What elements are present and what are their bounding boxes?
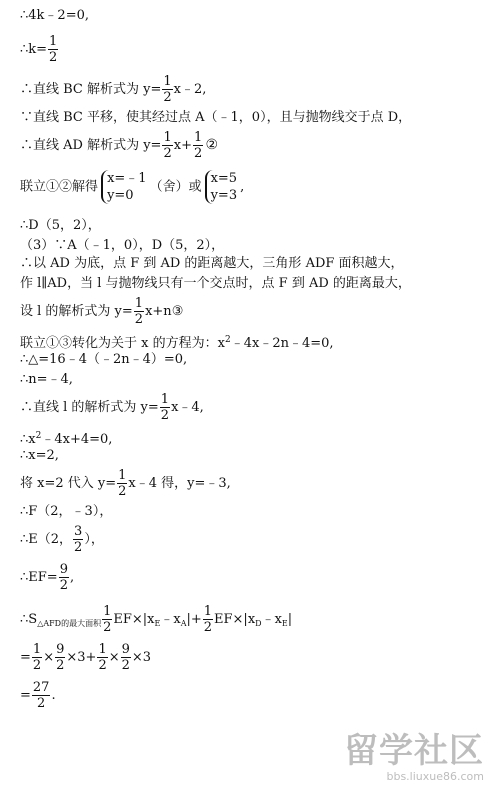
denominator: 2 <box>56 658 65 673</box>
line-17: ∴x=2, <box>20 448 59 463</box>
subscript: △AFD的最大面积 <box>37 619 102 628</box>
subscript: A <box>180 619 187 628</box>
line-12 <box>20 332 334 352</box>
equation-marker: ② <box>205 137 219 153</box>
line-4: ∵直线 BC 平移，使其经过点 A（﹣1，0），且与抛物线交于点 D， <box>20 110 412 125</box>
text: 设 l 的解析式为 y= <box>20 304 133 319</box>
denominator: 2 <box>193 146 203 161</box>
denominator: 2 <box>118 484 127 499</box>
text: ）， <box>84 532 104 547</box>
text: × <box>108 650 120 665</box>
fraction <box>117 468 127 499</box>
system-row: x=5 <box>210 171 238 186</box>
text: ∴直线 BC 解析式为 y= <box>20 82 162 97</box>
text: 联立 <box>20 179 47 195</box>
numerator: 1 <box>134 296 144 311</box>
text: x+ <box>173 138 192 153</box>
denominator: 2 <box>163 90 172 105</box>
text: 解得 <box>72 179 99 195</box>
line-3 <box>20 74 206 105</box>
text: |+ <box>186 612 202 627</box>
text: （舍）或 <box>149 179 202 195</box>
text: ∴E（2， <box>20 532 73 547</box>
line-10: 作 l∥AD，当 l 与抛物线只有一个交点时，点 F 到 AD 的距离最大， <box>20 276 411 291</box>
equation-marker: ③ <box>59 336 73 351</box>
text: 将 x=2 代入 y= <box>20 476 117 491</box>
fraction <box>32 642 42 673</box>
system-row: y=3 <box>210 188 238 203</box>
numerator: 3 <box>74 524 83 539</box>
line-20 <box>20 524 104 555</box>
numerator: 9 <box>59 562 68 577</box>
line-15 <box>20 392 204 423</box>
text: ∴k= <box>20 42 48 57</box>
fraction <box>134 296 144 327</box>
text: , <box>69 570 75 585</box>
denominator: 2 <box>98 658 107 673</box>
text: ﹣x <box>261 612 282 627</box>
denominator: 2 <box>103 620 112 635</box>
fraction <box>162 130 172 161</box>
fraction <box>160 392 170 423</box>
equation-marker: ③ <box>171 304 184 319</box>
line-7: ∴D（5，2）， <box>20 218 101 233</box>
line-13: ∴△=16﹣4（﹣2n﹣4）=0, <box>20 352 188 367</box>
equation-marker: ① <box>46 336 60 351</box>
denominator: 2 <box>32 658 42 673</box>
text: EF×|x <box>113 612 155 627</box>
line-2 <box>20 34 59 65</box>
numerator: 1 <box>193 130 203 145</box>
text: 联立 <box>20 336 47 351</box>
text: x﹣4 得，y=﹣3, <box>128 476 231 491</box>
text: EF×|x <box>214 612 256 627</box>
text: x+n <box>145 304 172 319</box>
fraction <box>121 642 131 673</box>
numerator: 1 <box>203 604 213 619</box>
denominator: 2 <box>121 658 130 673</box>
fraction <box>48 34 58 65</box>
denominator: 2 <box>49 50 58 65</box>
text: , <box>240 179 245 195</box>
line-16 <box>20 428 112 448</box>
denominator: 2 <box>163 146 172 161</box>
line-23 <box>20 642 151 673</box>
text: | <box>287 612 293 627</box>
superscript: 2 <box>224 335 231 345</box>
numerator: 1 <box>118 468 127 483</box>
subscript: E <box>154 619 161 628</box>
fraction <box>203 604 213 635</box>
denominator: 2 <box>37 696 46 711</box>
equation-system <box>101 170 147 204</box>
watermark-url: bbs.liuxue86.com <box>386 770 484 783</box>
text: x﹣4, <box>171 400 204 415</box>
text: ∴直线 l 的解析式为 y= <box>20 400 159 415</box>
text: ∴直线 AD 解析式为 y= <box>20 138 162 153</box>
system-row: y=0 <box>107 188 134 203</box>
fraction <box>32 680 51 711</box>
system-row: x=﹣1 <box>107 171 147 186</box>
denominator: 2 <box>203 620 213 635</box>
line-21 <box>20 562 74 593</box>
line-22 <box>20 604 292 635</box>
line-1: ∴4k﹣2=0, <box>20 8 89 23</box>
text: ×3+ <box>66 650 97 665</box>
numerator: 1 <box>163 130 172 145</box>
line-19: ∴F（2，﹣3）， <box>20 504 113 519</box>
fraction <box>55 642 65 673</box>
text: . <box>51 688 56 703</box>
subscript: D <box>255 619 262 628</box>
watermark-brand: 留学社区 <box>344 731 484 771</box>
text: 转化为关于 x 的方程为：x <box>72 336 225 351</box>
fraction <box>59 562 69 593</box>
numerator: 9 <box>56 642 65 657</box>
line-8: （3）∵A（﹣1，0），D（5，2）， <box>20 238 225 253</box>
line-24 <box>20 680 56 711</box>
numerator: 27 <box>32 680 50 695</box>
text: ×3 <box>131 650 152 665</box>
numerator: 1 <box>49 34 58 49</box>
text: = <box>20 650 31 665</box>
denominator: 2 <box>59 578 68 593</box>
numerator: 1 <box>103 604 112 619</box>
numerator: 1 <box>32 642 42 657</box>
fraction <box>162 74 172 105</box>
line-18 <box>20 468 231 499</box>
text: ∴x <box>20 432 36 447</box>
text: x﹣2, <box>173 82 207 97</box>
line-6 <box>20 170 244 204</box>
text: = <box>20 688 31 703</box>
numerator: 1 <box>98 642 107 657</box>
numerator: 1 <box>160 392 170 407</box>
line-11 <box>20 296 183 327</box>
text: ﹣4x+4=0, <box>41 432 113 447</box>
equation-system <box>205 170 238 204</box>
watermark <box>344 732 484 783</box>
fraction <box>193 130 203 161</box>
denominator: 2 <box>160 408 170 423</box>
text: ∴EF= <box>20 570 58 585</box>
denominator: 2 <box>134 312 144 327</box>
line-5 <box>20 130 219 161</box>
line-14: ∴n=﹣4, <box>20 372 73 387</box>
subscript: E <box>281 619 288 628</box>
text: ∴S <box>20 612 38 627</box>
text: ﹣4x﹣2n﹣4=0, <box>230 336 334 351</box>
denominator: 2 <box>74 540 83 555</box>
fraction <box>97 642 107 673</box>
superscript: 2 <box>35 431 42 441</box>
numerator: 1 <box>163 74 172 89</box>
text: × <box>43 650 55 665</box>
fraction <box>102 604 112 635</box>
numerator: 9 <box>121 642 130 657</box>
equation-marker: ① <box>46 179 60 195</box>
line-9: ∴以 AD 为底，点 F 到 AD 的距离越大，三角形 ADF 面积越大， <box>20 256 404 271</box>
equation-marker: ② <box>59 179 73 195</box>
fraction <box>73 524 83 555</box>
text: ﹣x <box>160 612 181 627</box>
